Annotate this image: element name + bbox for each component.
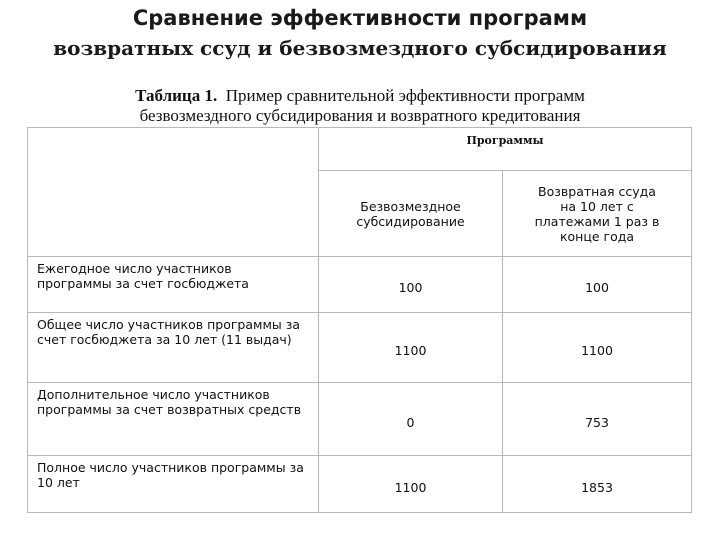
cell-loan-value: 1100 xyxy=(503,313,692,383)
caption-text-1: Пример сравнительной эффективности программ xyxy=(225,86,585,105)
caption-line-1 xyxy=(0,86,720,106)
row-label: Полное число участников программы за 10 лет xyxy=(28,456,319,513)
cell-loan-value: 100 xyxy=(503,257,692,313)
table-row xyxy=(28,456,692,513)
cell-loan-value: 1853 xyxy=(503,456,692,513)
table-caption xyxy=(0,86,720,126)
column-header-loan: Возвратная ссуда на 10 лет с платежами 1 раз в конце года xyxy=(503,171,692,257)
cell-subsidy-value: 0 xyxy=(319,383,503,456)
cell-subsidy-value: 1100 xyxy=(319,313,503,383)
empty-corner-cell xyxy=(28,128,319,257)
comparison-table xyxy=(27,127,692,513)
table-row xyxy=(28,257,692,313)
row-label: Дополнительное число участников программы за счет возвратных средств xyxy=(28,383,319,456)
cell-loan-value: 753 xyxy=(503,383,692,456)
table-row xyxy=(28,383,692,456)
row-label: Ежегодное число участников программы за счет госбюджета xyxy=(28,257,319,313)
slide-title: Сравнение эффективности программ xyxy=(132,6,588,30)
caption-label: Таблица 1. xyxy=(135,86,218,105)
cell-subsidy-value: 1100 xyxy=(319,456,503,513)
programs-group-header: Программы xyxy=(319,128,692,171)
slide-subtitle: возвратных ссуд и безвозмездного субсидирования xyxy=(53,36,667,60)
caption-line-2: безвозмездного субсидирования и возвратного кредитования xyxy=(139,106,581,125)
column-header-subsidy: Безвозмездное субсидирование xyxy=(319,171,503,257)
row-label: Общее число участников программы за счет госбюджета за 10 лет (11 выдач) xyxy=(28,313,319,383)
table-row xyxy=(28,313,692,383)
cell-subsidy-value: 100 xyxy=(319,257,503,313)
